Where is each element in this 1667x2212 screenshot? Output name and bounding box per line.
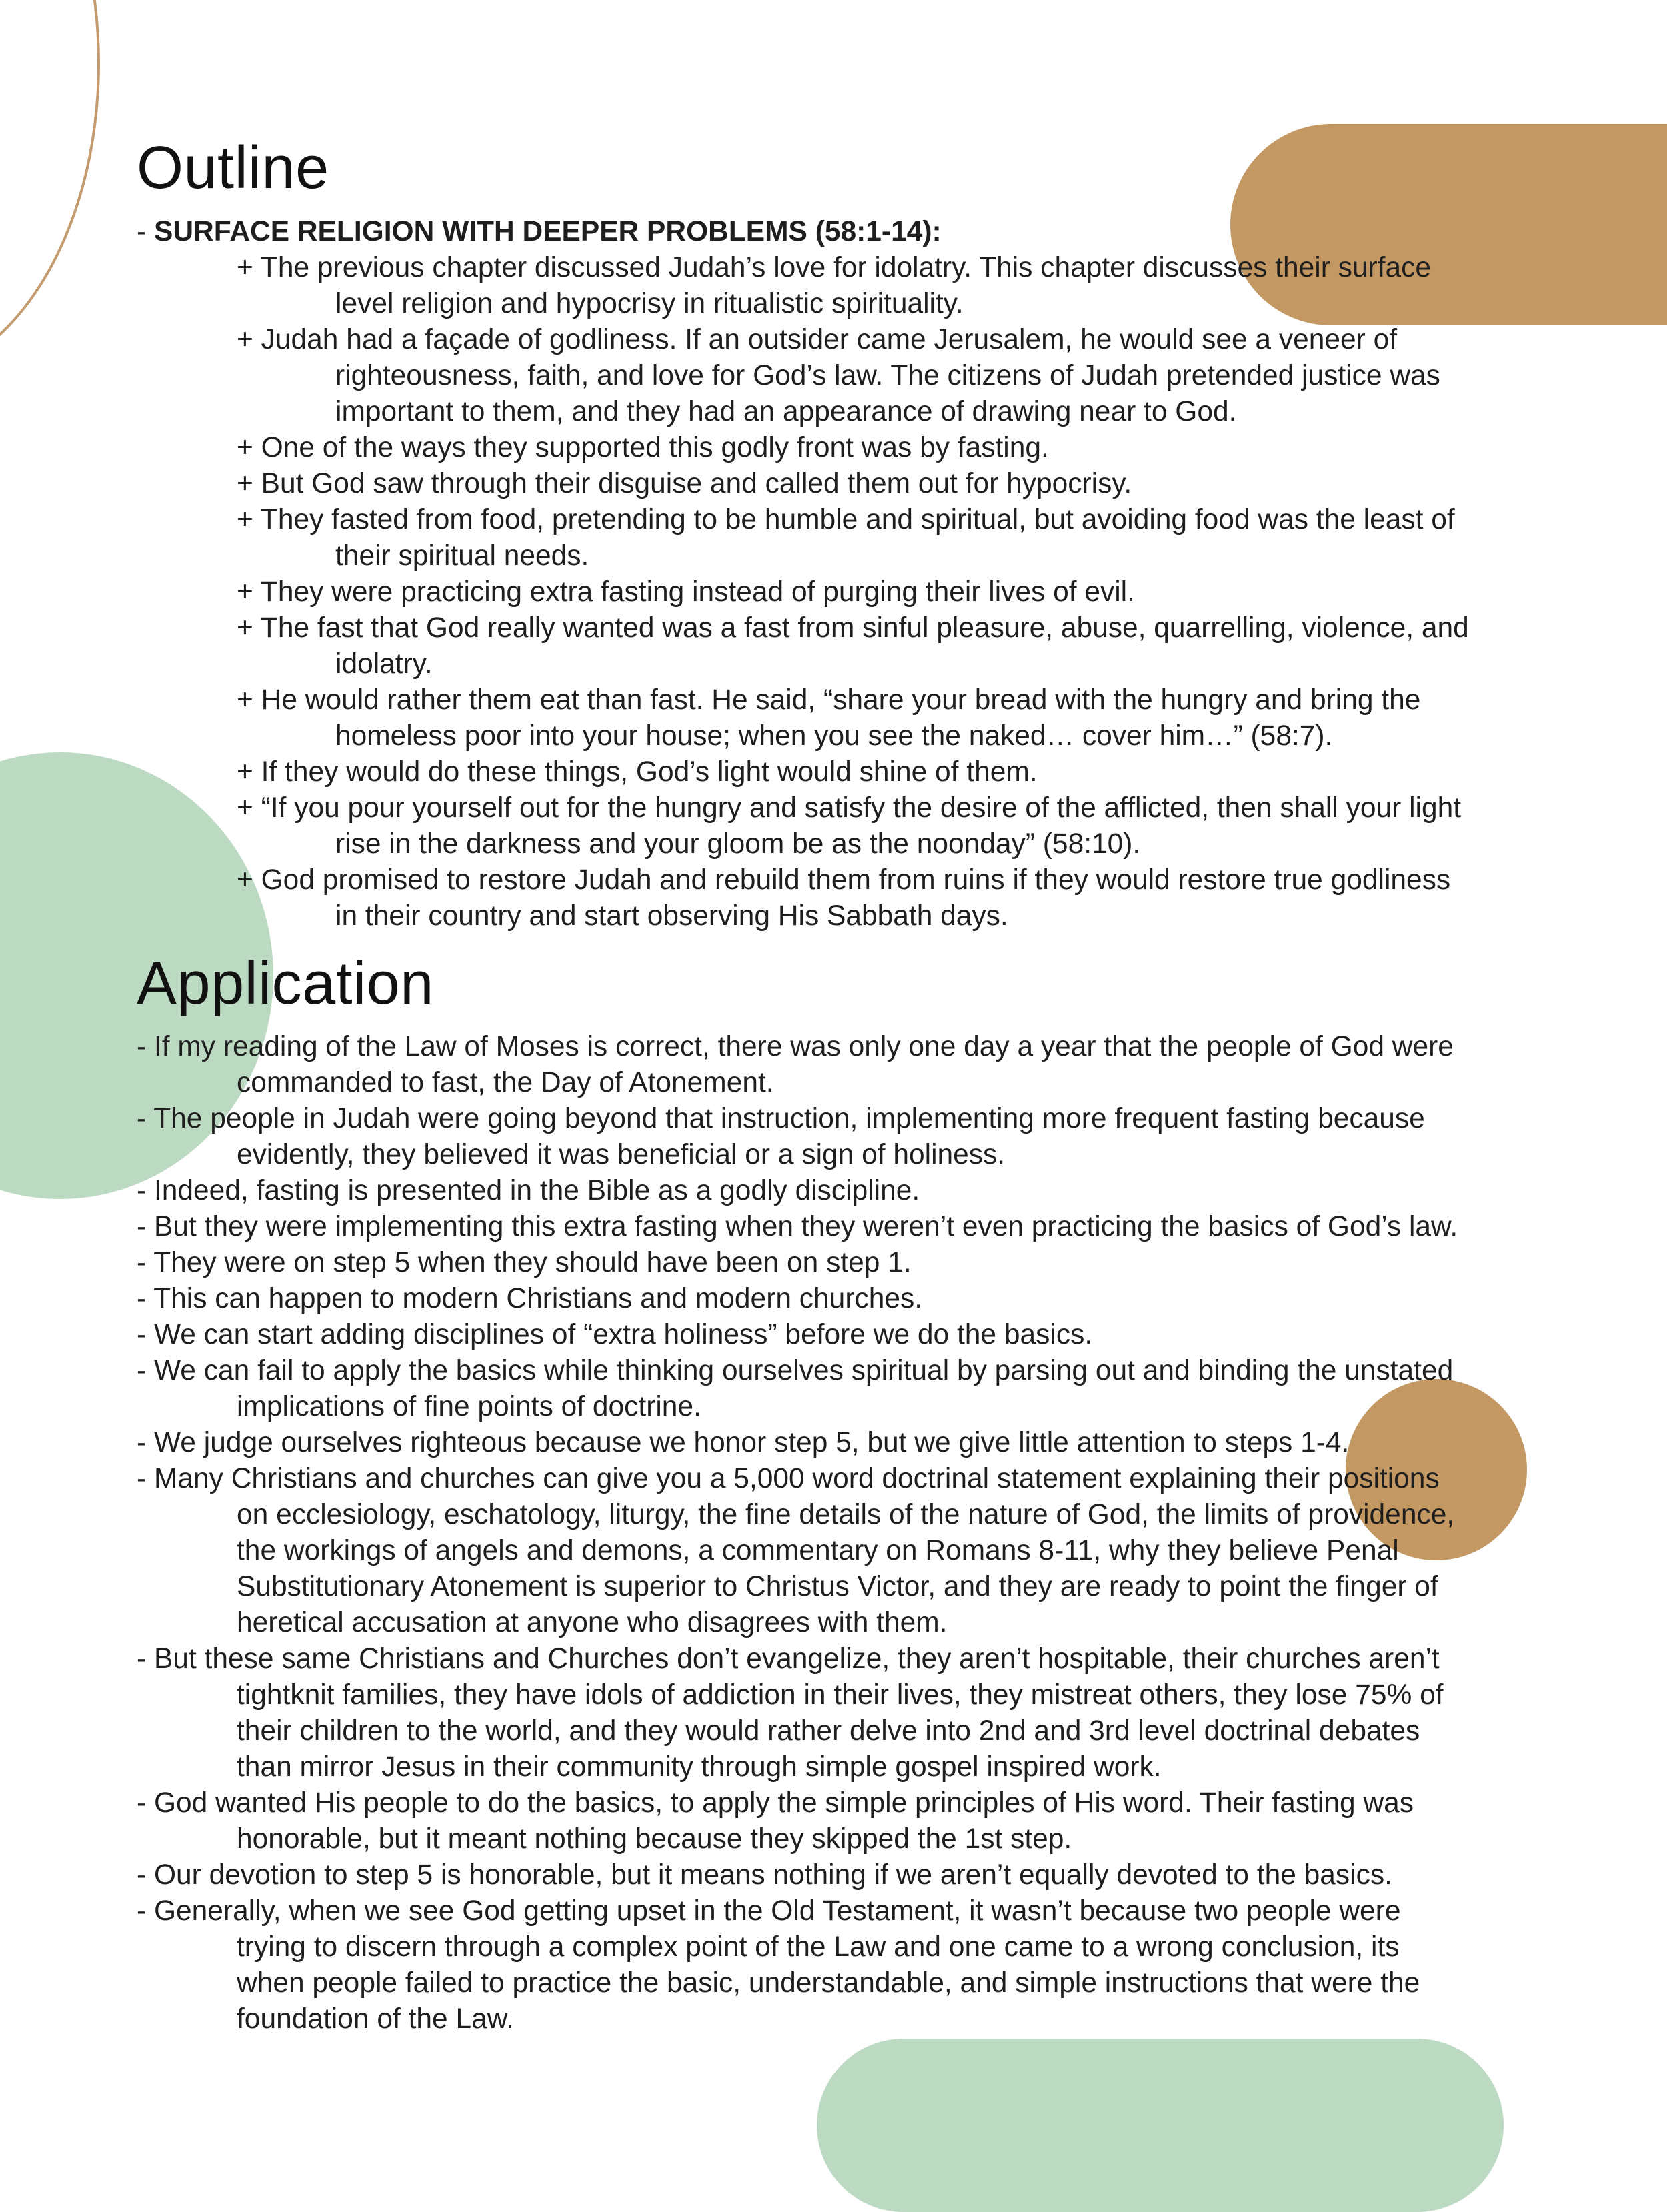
application-line: - The people in Judah were going beyond that instruction, implementing more frequent fasting because (137, 1103, 1425, 1134)
application-title: Application (137, 950, 434, 1017)
application-line: commanded to fast, the Day of Atonement. (237, 1067, 774, 1098)
outline-line: + The fast that God really wanted was a fast from sinful pleasure, abuse, quarrelling, violence, and (237, 612, 1469, 644)
application-line: - They were on step 5 when they should have been on step 1. (137, 1247, 912, 1278)
outline-line: rise in the darkness and your gloom be as the noonday” (58:10). (335, 828, 1141, 860)
decorative-tan-pill (1230, 124, 1667, 325)
outline-heading-dash: - (137, 216, 154, 247)
application-line: Substitutionary Atonement is superior to Christus Victor, and they are ready to point the finger of (237, 1571, 1438, 1602)
application-line: than mirror Jesus in their community through simple gospel inspired work. (237, 1751, 1162, 1783)
outline-line: in their country and start observing His Sabbath days. (335, 900, 1008, 932)
application-line: on ecclesiology, eschatology, liturgy, the fine details of the nature of God, the limits of providence, (237, 1499, 1455, 1530)
application-line: - Generally, when we see God getting upset in the Old Testament, it wasn’t because two people were (137, 1895, 1401, 1927)
outline-line: important to them, and they had an appearance of drawing near to God. (335, 396, 1237, 427)
application-line: - If my reading of the Law of Moses is correct, there was only one day a year that the people of God were (137, 1031, 1454, 1062)
application-line: - But these same Christians and Churches don’t evangelize, they aren’t hospitable, their churches aren’t (137, 1643, 1440, 1675)
application-line: trying to discern through a complex point of the Law and one came to a wrong conclusion, its (237, 1931, 1400, 1963)
outline-line: + He would rather them eat than fast. He said, “share your bread with the hungry and bring the (237, 684, 1421, 716)
application-line: - But they were implementing this extra fasting when they weren’t even practicing the basics of God’s law. (137, 1211, 1458, 1242)
outline-line: + “If you pour yourself out for the hungry and satisfy the desire of the afflicted, then shall your light (237, 792, 1462, 824)
application-line: - God wanted His people to do the basics, to apply the simple principles of His word. Their fasting was (137, 1787, 1414, 1819)
application-line: - This can happen to modern Christians and modern churches. (137, 1283, 923, 1314)
application-line: when people failed to practice the basic, understandable, and simple instructions that were the (237, 1967, 1420, 1999)
application-line: - We judge ourselves righteous because we honor step 5, but we give little attention to steps 1-4. (137, 1427, 1350, 1458)
outline-line: + If they would do these things, God’s light would shine of them. (237, 756, 1038, 788)
outline-line: righteousness, faith, and love for God’s law. The citizens of Judah pretended justice was (335, 360, 1440, 391)
outline-line: + One of the ways they supported this godly front was by fasting. (237, 432, 1049, 463)
application-line: - Many Christians and churches can give you a 5,000 word doctrinal statement explaining their positions (137, 1463, 1440, 1494)
application-line: foundation of the Law. (237, 2003, 514, 2035)
outline-line: + They were practicing extra fasting instead of purging their lives of evil. (237, 576, 1135, 608)
outline-line: + The previous chapter discussed Judah’s love for idolatry. This chapter discusses their surface (237, 252, 1432, 283)
application-line: their children to the world, and they would rather delve into 2nd and 3rd level doctrinal debates (237, 1715, 1420, 1747)
outline-line: idolatry. (335, 648, 433, 680)
outline-heading-text: SURFACE RELIGION WITH DEEPER PROBLEMS (58:1-14): (153, 216, 942, 247)
outline-line: + They fasted from food, pretending to be humble and spiritual, but avoiding food was the least of (237, 504, 1455, 535)
application-line: - We can fail to apply the basics while thinking ourselves spiritual by parsing out and binding the unstated (137, 1355, 1454, 1386)
outline-line: + But God saw through their disguise and called them out for hypocrisy. (237, 468, 1132, 499)
decorative-arc (0, 0, 100, 380)
application-line: implications of fine points of doctrine. (237, 1391, 701, 1422)
outline-line: homeless poor into your house; when you see the naked… cover him…” (58:7). (335, 720, 1333, 752)
application-line: - Our devotion to step 5 is honorable, but it means nothing if we aren’t equally devoted to the basics. (137, 1859, 1392, 1891)
outline-line: their spiritual needs. (335, 540, 589, 572)
outline-line: level religion and hypocrisy in ritualistic spirituality. (335, 288, 964, 319)
decorative-green-pill (817, 2039, 1504, 2212)
application-line: - We can start adding disciplines of “extra holiness” before we do the basics. (137, 1319, 1093, 1350)
application-line: evidently, they believed it was beneficial or a sign of holiness. (237, 1139, 1006, 1170)
application-line: the workings of angels and demons, a commentary on Romans 8-11, why they believe Penal (237, 1535, 1399, 1566)
outline-line: + God promised to restore Judah and rebuild them from ruins if they would restore true godliness (237, 864, 1451, 896)
application-line: tightknit families, they have idols of addiction in their lives, they mistreat others, they lose 75% of (237, 1679, 1444, 1711)
outline-title: Outline (137, 135, 329, 201)
application-line: heretical accusation at anyone who disagrees with them. (237, 1607, 948, 1638)
application-line: - Indeed, fasting is presented in the Bible as a godly discipline. (137, 1175, 920, 1206)
application-line: honorable, but it meant nothing because they skipped the 1st step. (237, 1823, 1072, 1855)
outline-line: + Judah had a façade of godliness. If an outsider came Jerusalem, he would see a veneer of (237, 324, 1398, 355)
outline-heading (137, 218, 942, 247)
